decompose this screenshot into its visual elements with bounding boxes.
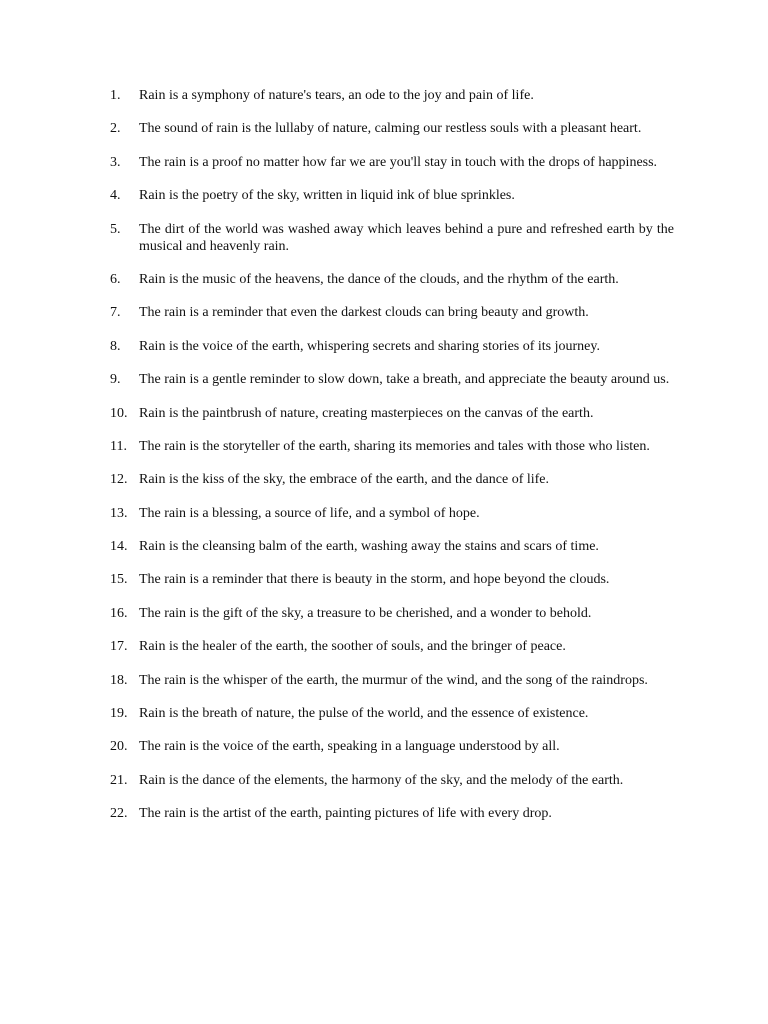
- list-text: The rain is a gentle reminder to slow down, take a breath, and appreciate the beauty around us.: [139, 372, 670, 388]
- numbered-list: [110, 87, 674, 839]
- list-number: 12.: [110, 472, 128, 488]
- list-item: [110, 87, 674, 104]
- list-text: Rain is the cleansing balm of the earth, washing away the stains and scars of time.: [139, 539, 599, 555]
- list-text: The sound of rain is the lullaby of nature, calming our restless souls with a pleasant heart.: [139, 121, 642, 137]
- list-number: 19.: [110, 706, 128, 722]
- list-text: The rain is the storyteller of the earth, sharing its memories and tales with those who listen.: [139, 438, 650, 454]
- list-item: [110, 705, 674, 722]
- list-text: Rain is the music of the heavens, the dance of the clouds, and the rhythm of the earth.: [139, 271, 619, 287]
- list-number: 21.: [110, 772, 128, 788]
- list-item: [110, 805, 674, 822]
- list-text: The rain is the artist of the earth, painting pictures of life with every drop.: [139, 806, 552, 822]
- list-item: [110, 605, 674, 622]
- list-number: 6.: [110, 271, 121, 287]
- list-number: 20.: [110, 739, 128, 755]
- list-text: Rain is the voice of the earth, whispering secrets and sharing stories of its journey.: [139, 338, 600, 354]
- list-item: [110, 538, 674, 555]
- list-number: 17.: [110, 639, 128, 655]
- list-text: The rain is the gift of the sky, a treasure to be cherished, and a wonder to behold.: [139, 605, 592, 621]
- list-number: 11.: [110, 438, 127, 454]
- list-text: The rain is the voice of the earth, speaking in a language understood by all.: [139, 739, 560, 755]
- list-text: Rain is the kiss of the sky, the embrace of the earth, and the dance of life.: [139, 472, 550, 488]
- list-item: [110, 672, 674, 689]
- list-text: Rain is the breath of nature, the pulse of the world, and the essence of existence.: [139, 706, 589, 722]
- list-text: Rain is the dance of the elements, the harmony of the sky, and the melody of the earth.: [139, 772, 624, 788]
- list-item: [110, 371, 674, 388]
- list-number: 10.: [110, 405, 128, 421]
- list-item: [110, 271, 674, 288]
- list-item: [110, 571, 674, 588]
- list-item: [110, 738, 674, 755]
- list-number: 14.: [110, 539, 128, 555]
- list-text: The rain is a reminder that even the darkest clouds can bring beauty and growth.: [139, 305, 589, 321]
- list-item: [110, 638, 674, 655]
- list-text: The dirt of the world was washed away which leaves behind a pure and refreshed earth by the musical and heavenly rain.: [139, 221, 674, 254]
- list-number: 18.: [110, 672, 128, 688]
- list-number: 4.: [110, 188, 121, 204]
- list-item: [110, 221, 674, 255]
- list-text: The rain is the whisper of the earth, the murmur of the wind, and the song of the raindrops.: [139, 672, 648, 688]
- list-text: Rain is the paintbrush of nature, creating masterpieces on the canvas of the earth.: [139, 405, 594, 421]
- list-text: The rain is a proof no matter how far we are you'll stay in touch with the drops of happiness.: [139, 154, 658, 170]
- list-number: 8.: [110, 338, 121, 354]
- list-number: 15.: [110, 572, 128, 588]
- list-text: The rain is a reminder that there is beauty in the storm, and hope beyond the clouds.: [139, 572, 610, 588]
- list-item: [110, 338, 674, 355]
- list-item: [110, 304, 674, 321]
- list-text: The rain is a blessing, a source of life, and a symbol of hope.: [139, 505, 480, 521]
- list-number: 13.: [110, 505, 128, 521]
- list-number: 1.: [110, 88, 121, 103]
- list-number: 5.: [110, 221, 121, 237]
- list-item: [110, 154, 674, 171]
- list-item: [110, 120, 674, 137]
- list-number: 16.: [110, 605, 128, 621]
- list-item: [110, 438, 674, 455]
- list-number: 9.: [110, 372, 121, 388]
- list-item: [110, 471, 674, 488]
- list-number: 3.: [110, 154, 121, 170]
- list-text: Rain is the healer of the earth, the soother of souls, and the bringer of peace.: [139, 639, 566, 655]
- list-number: 2.: [110, 121, 121, 137]
- list-text: Rain is the poetry of the sky, written in liquid ink of blue sprinkles.: [139, 188, 515, 204]
- list-number: 22.: [110, 806, 128, 822]
- list-item: [110, 505, 674, 522]
- list-item: [110, 405, 674, 422]
- list-item: [110, 772, 674, 789]
- list-item: [110, 187, 674, 204]
- list-text: Rain is a symphony of nature's tears, an ode to the joy and pain of life.: [139, 88, 534, 103]
- list-number: 7.: [110, 305, 121, 321]
